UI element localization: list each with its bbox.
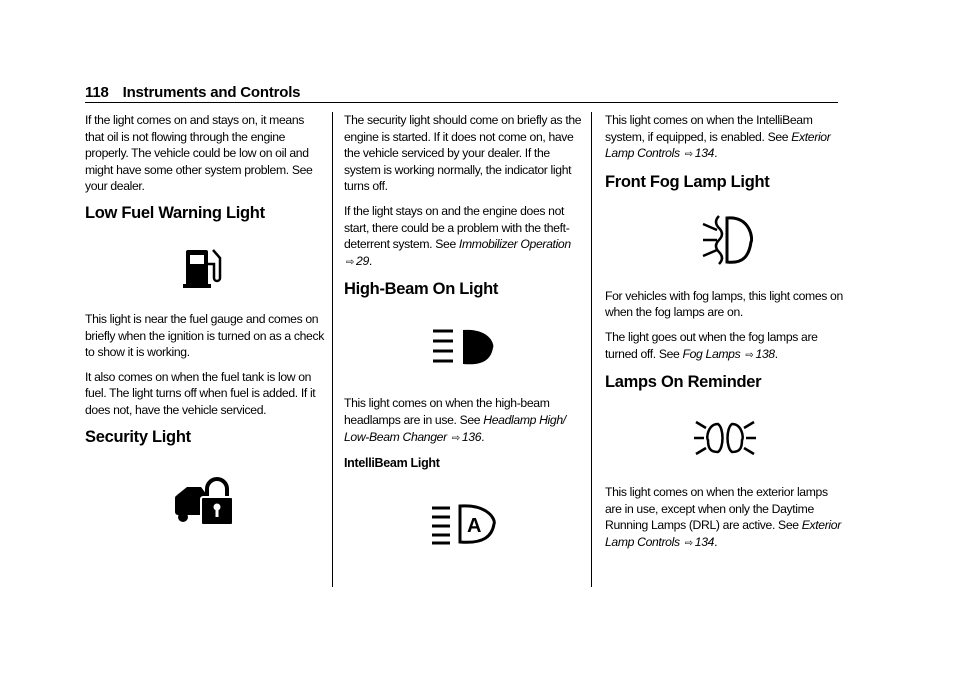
section-title: Instruments and Controls — [122, 84, 301, 101]
column-2 — [344, 112, 584, 570]
headlamp-changer-link[interactable]: Headlamp High/ Low-Beam Changer — [344, 412, 566, 444]
column-1 — [85, 112, 325, 549]
lamps-on-heading: Lamps On Reminder — [605, 373, 762, 392]
security-heading: Security Light — [85, 427, 191, 446]
column-3 — [605, 112, 845, 561]
fog-lamps-link[interactable]: Fog Lamps — [682, 346, 741, 361]
low-fuel-text-1: This light is near the fuel gauge and comes on briefly when the ignition is turned on as a check to show it is working. — [85, 311, 324, 360]
low-fuel-text-2: It also comes on when the fuel tank is low on fuel. The light turns off when fuel is added. If it does not, have the vehicle serviced. — [85, 369, 316, 417]
fog-lamp-text-1: For vehicles with fog lamps, this light comes on when the fog lamps are on. — [605, 288, 843, 320]
page-ref-arrow-icon: ⇨ — [745, 349, 754, 361]
front-fog-lamp-icon — [605, 192, 845, 288]
page-ref-arrow-icon: ⇨ — [684, 149, 693, 161]
high-beam-icon — [344, 299, 584, 395]
column-divider — [332, 112, 333, 587]
lamps-on-text: This light comes on when the exterior lamps are in use, except when only the Daytime Running Lamps (DRL) are active. See Exterior Lamp Controls ⇨ 134. — [605, 485, 841, 549]
page-ref[interactable]: 134 — [694, 534, 715, 549]
low-fuel-heading: Low Fuel Warning Light — [85, 203, 265, 222]
svg-text:A: A — [466, 514, 482, 537]
page-ref[interactable]: 134 — [694, 146, 715, 161]
fog-lamp-text-2: The light goes out when the fog lamps are turned off. See Fog Lamps ⇨ 138. — [605, 329, 818, 361]
fuel-pump-icon — [85, 223, 325, 311]
exterior-lamp-controls-link[interactable]: Exterior Lamp Controls — [605, 518, 841, 549]
page-ref[interactable]: 136 — [461, 429, 482, 444]
high-beam-text: This light comes on when the high-beam headlamps are in use. See Headlamp High/ Low-Beam Changer ⇨ 136. — [344, 396, 566, 444]
intellibeam-icon — [344, 478, 584, 570]
page-ref-arrow-icon: ⇨ — [346, 256, 355, 268]
security-text-1: The security light should come on briefly as the engine is started. If it does not come on, have the vehicle serviced by your dealer. If the system is working normally, the indicator light turns off. — [344, 113, 582, 194]
security-text-2: If the light stays on and the engine does not start, there could be a problem with the theft-deterrent system. See Immobilizer Operation ⇨ 29. — [344, 203, 571, 268]
fog-lamp-heading: Front Fog Lamp Light — [605, 172, 770, 191]
immobilizer-link[interactable]: Immobilizer Operation — [458, 237, 571, 252]
header-rule — [85, 102, 838, 103]
vehicle-padlock-icon — [85, 451, 325, 549]
intellibeam-heading: IntelliBeam Light — [344, 456, 440, 471]
oil-light-text: If the light comes on and stays on, it means that oil is not flowing through the engine properly. The vehicle could be low on oil and might have some other system problem. See your dealer. — [85, 113, 313, 194]
page-number: 118 — [85, 84, 109, 101]
page-ref-arrow-icon: ⇨ — [451, 432, 460, 444]
intellibeam-text: This light comes on when the IntelliBeam system, if equipped, is enabled. See Exterior Lamp Controls ⇨ 134. — [605, 113, 831, 161]
column-divider — [591, 112, 592, 587]
exterior-lamp-controls-link[interactable]: Exterior Lamp Controls — [605, 129, 831, 161]
page-ref[interactable]: 138 — [755, 346, 775, 361]
page-ref[interactable]: 29 — [356, 253, 369, 268]
high-beam-heading: High-Beam On Light — [344, 280, 499, 299]
page-ref-arrow-icon: ⇨ — [684, 537, 693, 549]
page-header — [85, 84, 300, 101]
exterior-lamps-icon — [605, 392, 845, 484]
